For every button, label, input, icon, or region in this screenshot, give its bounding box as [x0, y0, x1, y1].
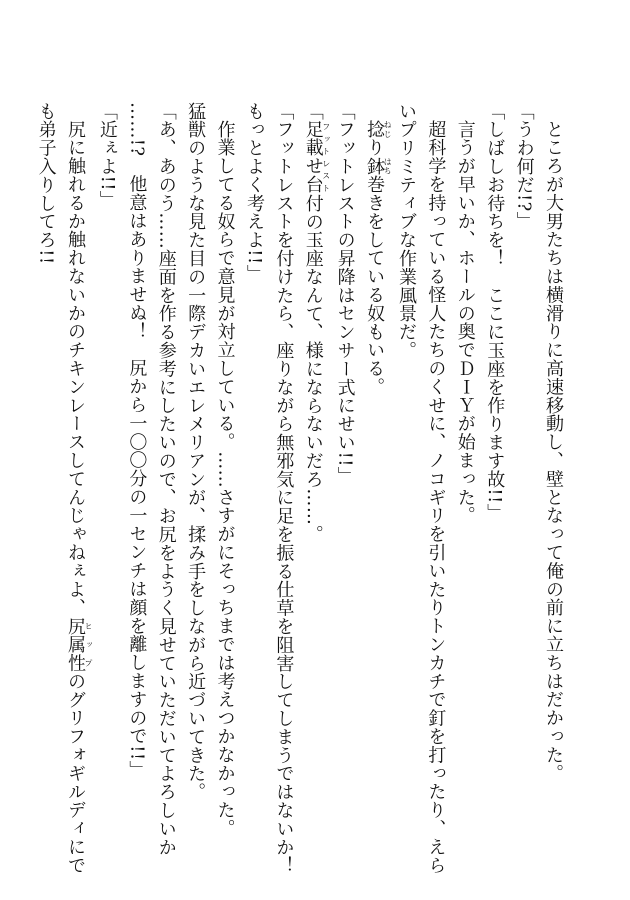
text-line: 「しばしお待ちを！ ここに玉座を作ります故!!」	[484, 102, 506, 523]
text-line: ところが大男たちは横滑りに高速移動し、壁となって俺の前に立ちはだかった。	[543, 120, 564, 783]
text-line: 「あ、あのう……座面を作る参考にしたいので、お尻をようく見せていただいてよろしいか	[155, 102, 177, 857]
text-line: ……!? 他意はありませぬ！ 尻から一〇〇分の一センチは顔を離しますので!!」	[126, 102, 148, 779]
text-line: も弟子入りしてろ!!	[35, 102, 57, 265]
text-line: もっとよく考えよ!!」	[243, 102, 265, 283]
text-line: いプリミティブな作業風景だ。	[395, 102, 417, 360]
text-line: 「うわ何だ!?」	[513, 102, 535, 231]
text-line: 尻に触れるか触れないかのチキンレースしてんじゃねぇよ、尻属性ヒップのグリフォギルディにで	[65, 120, 93, 875]
text-line: 超科学を持っている怪人たちのくせに、ノコギリを引いたりトンカチで釘を打ったり、えら	[425, 120, 447, 875]
ruby-annotation: 尻属性ヒップ	[65, 616, 93, 673]
text-line: 「フットレストの昇降はセンサー式にせい!!」	[334, 102, 356, 486]
ruby-annotation: 鉢はち	[364, 156, 393, 176]
text-line: 言うが早いか、ホールの奥でＤＩＹが始まった。	[454, 120, 476, 525]
ruby-annotation: 足載せ台フットレスト	[302, 120, 331, 195]
text-line: 猛獣のような見た目の一際デカいエレメリアンが、揉み手をしながら近づいてきた。	[185, 102, 207, 802]
vertical-text-block	[35, 102, 568, 875]
text-line: 「足載せ台フットレスト付の玉座なんて、様にならないだろ……。	[302, 102, 331, 544]
text-line: 「近ぇよ!!」	[96, 102, 118, 210]
ruby-annotation: 捻ねじ	[364, 120, 393, 139]
text-line: 作業してる奴らで意見が対立している。……さすがにそっちまでは考えつかなかった。	[214, 120, 236, 838]
text-line: 「フットレストを付けたら、座りながら無邪気に足を振る仕草を阻害してしまうではないか！	[273, 102, 295, 875]
text-line: 捻ねじり鉢はち巻きをしている奴もいる。	[364, 120, 393, 397]
